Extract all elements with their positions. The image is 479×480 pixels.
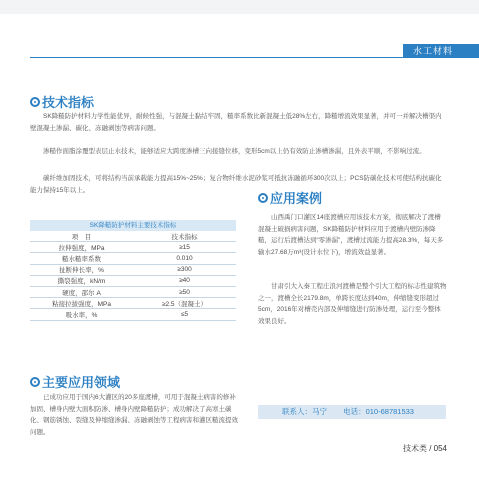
table-header-value: 技术指标 [133,231,236,242]
case-paragraph-1: 山西禹门口灌区14座渡槽应用该技术方案，彻底解决了渡槽混凝土破损病害问题，SK降糙防护材料应用于渡槽内壁防渗降糙，运行后渡槽达到“零渗漏”，渡槽过流能力提高28.3%，每天多输水27.68万m³(设计水位下)，增流效益显著。 [258,214,444,256]
section-title-text: 应用案例 [270,191,323,206]
contact-person: 联系人：马宁 [282,407,327,416]
category-tag: 水工材料 [403,44,479,58]
table-cell-value: ≥50 [133,286,236,297]
tech-paragraph-2: 渗糙作面脂涂覆型表层止水技术，能够适应大跨度渗槽三向接缝位移，变形5cm以上仍有效防止渗槽渗漏，且外表平顺，不影响过流。 [43,148,426,155]
section-title-tech-specs [30,92,94,111]
table-row [30,309,236,320]
tech-spec-table [30,220,236,321]
section-title-applications [30,372,120,391]
header-divider [30,57,403,58]
tech-paragraph-3: 碳纤维加固技术，可将结构当前承载能力提高15%~25%；复合物纤维水泥砂浆可抵抗冻融循环300次以上；PCS防碳化技术可使结构抗碳化能力保持15年以上。 [30,175,442,194]
applications-paragraph: 已成功应用于国内6大灌区的20多座渡槽，可用于混凝土病害的修补加固、槽身内壁大面积防渗、槽身内壁降糙防护；成功解决了高寒土碳化、钢筋锈蚀、裂缝及伸缩缝渗漏、冻融剥蚀等工程病害和灌区糙流提效问题。 [30,394,238,436]
table-cell-item: 拉伸强度，MPa [30,242,133,253]
contact-phone: 电话：010-68781533 [343,407,414,416]
table-cell-item: 硬度，邵尔 A [30,286,133,297]
table-cell-item: 扯断伸长率，% [30,264,133,275]
table-row [30,264,236,275]
tech-paragraph-1: SK降糙防护材料力学性能优异，耐候性强，与混凝土黏结牢固，糙率系数比新混凝土低28%左右，降糙增流效果显著，并可一并解决槽渠内壁混凝土渗漏、碳化、冻融剥蚀等病害问题。 [30,113,442,132]
table-row [30,286,236,297]
table-row [30,298,236,309]
table-cell-value: ≥2.5（混凝土） [133,298,236,309]
page-number: 技术类 / 054 [402,444,447,453]
table-row [30,242,236,253]
table-cell-item: 粘接拉拔强度，MPa [30,298,133,309]
circle-bullet-icon [30,97,40,107]
table-cell-item: 糙水糙率系数 [30,253,133,264]
circle-bullet-icon [258,193,268,203]
contact-box [258,405,446,419]
section-title-text: 技术指标 [42,95,95,110]
table-cell-value: ≥15 [133,242,236,253]
table-cell-item: 撕裂强度，kN/m [30,275,133,286]
table-cell-value: ≤5 [133,309,236,320]
table-caption: SK降糙防护材料主要技术指标 [30,220,236,231]
top-bar [0,0,479,14]
circle-bullet-icon [30,377,40,387]
section-title-cases [258,188,322,207]
table-cell-value: 0.010 [133,253,236,264]
table-header-row [30,231,236,242]
case-paragraph-2: 甘肃引大入秦工程庄浪河渡槽是整个引大工程的标志性建筑物之一，渡槽全长2179.8m，单跨长度达到40m，伸缩缝变形超过5cm，2016年对槽壳内部及伸缩缝进行防渗处理，运行至今整体效果良好。 [258,283,447,325]
table-cell-item: 吸水率，% [30,309,133,320]
table-cell-value: ≥40 [133,275,236,286]
table-cell-value: ≥300 [133,264,236,275]
table-row [30,275,236,286]
table-row [30,253,236,264]
spec-table [30,231,236,321]
section-title-text: 主要应用领域 [42,375,121,390]
table-header-item: 项 目 [30,231,133,242]
